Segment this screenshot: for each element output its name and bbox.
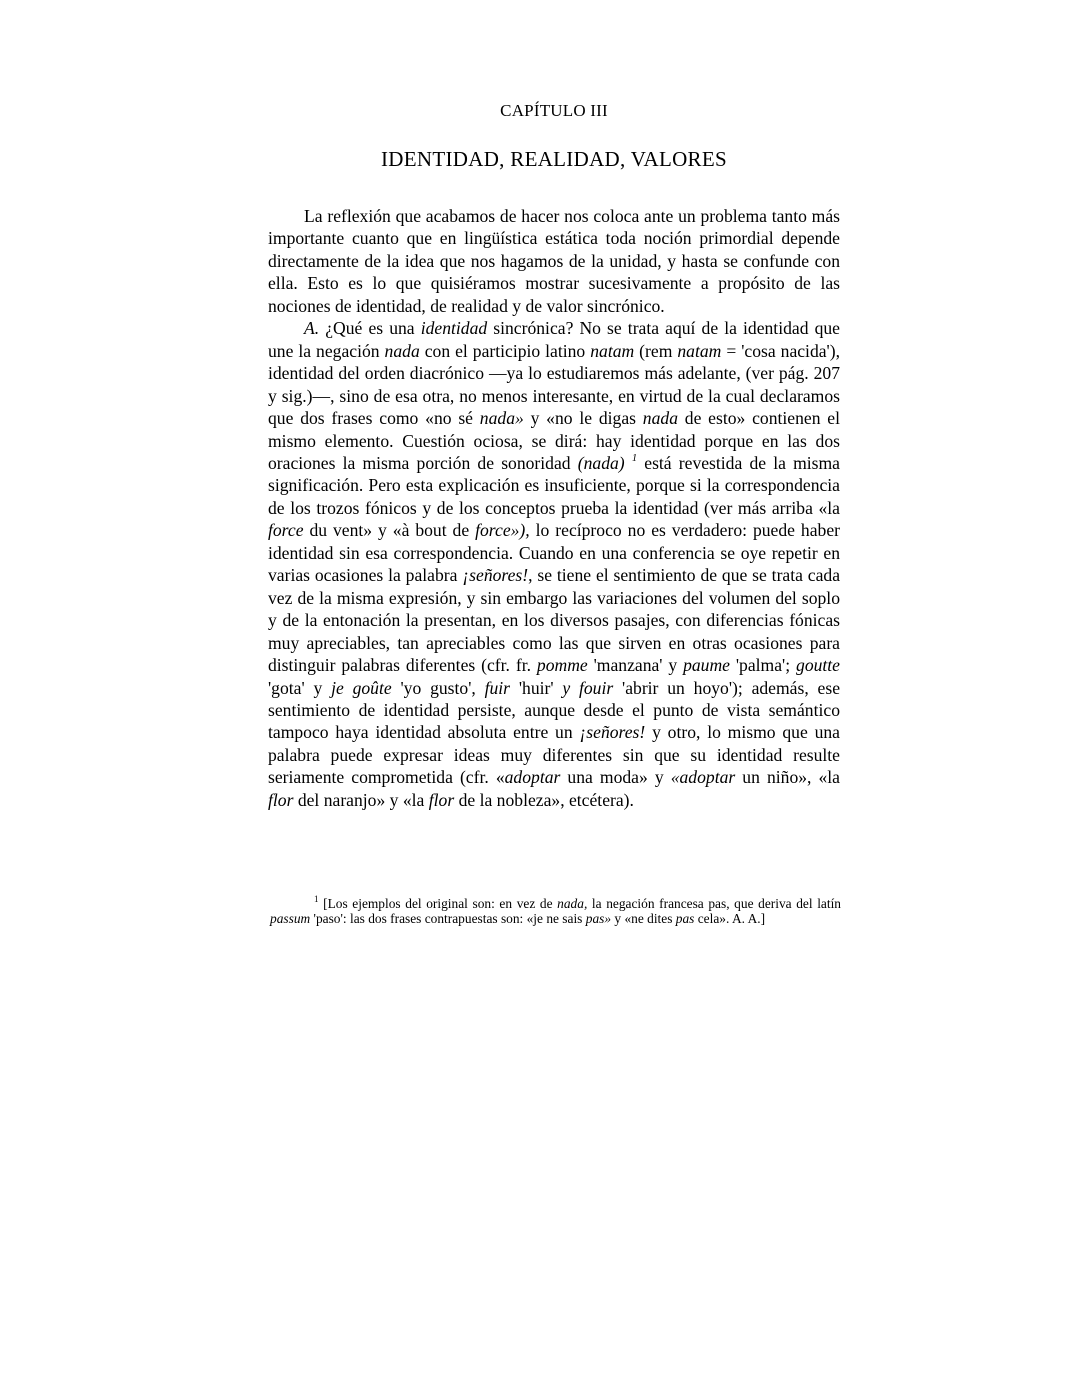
paragraph-intro: La reflexión que acabamos de hacer nos coloca ante un problema tanto más importante cuanto que en lingüística estática toda noción primordial depende directamente de la idea que nos hagamos de la unidad, y hasta se confunde con ella. Esto es lo que quisiéramos mostrar sucesivamente a propósito de las nociones de identidad, de realidad y de valor sincrónico. (268, 206, 840, 316)
section-letter: A. (304, 318, 320, 339)
footnote-marker[interactable]: 1 (631, 452, 638, 464)
chapter-number: CAPÍTULO III (500, 101, 608, 120)
footnote-text: $^1$ [Los ejemplos del original son: en vez de nada, la negación francesa pas, que deriva del latín passum 'paso': las dos frases contrapuestas son: «je ne sais pas» y «ne dites pas cela». A. A.] (270, 894, 841, 926)
paragraph-identidad: A. ¿Qué es una identidad sincrónica? No se trata aquí de la identidad que une la negación nada con el participio latino natam (rem natam = 'cosa nacida'), identidad del orden diacrónico —ya lo estudiaremos más adelante, (ver pág. 207 y sig.)—, sino de esa otra, no menos interesante, en virtud de la cual declaramos que dos frases como «no sé nada» y «no le digas nada de esto» contienen el mismo elemento. Cuestión ociosa, se dirá: hay identidad porque en las dos oraciones la misma porción de sonoridad (nada) $^1$ está revestida de la misma significación. Pero esta explicación es insuficiente, porque si la correspondencia de los trozos fónicos y de los conceptos prueba la identidad (ver más arriba «la force du vent» y «à bout de force»), lo recíproco no es verdadero: puede haber identidad sin esa correspondencia. Cuando en una conferencia se oye repetir en varias ocasiones la palabra ¡señores!, se tiene el sentimiento de que se trata cada vez de la misma expresión, y sin embargo las variaciones del volumen del soplo y de la entonación la presentan, en los diversos pasajes, con diferencias fónicas muy apreciables, tan apreciables como las que sirven en otras ocasiones para distinguir palabras diferentes (cfr. fr. pomme 'manzana' y paume 'palma'; goutte 'gota' y je goûte 'yo gusto', fuir 'huir' y fouir 'abrir un hoyo'); además, ese sentimiento de identidad persiste, aunque desde el punto de vista semántico tampoco haya identidad absoluta entre un ¡señores! y otro, lo mismo que una palabra puede expresar ideas muy diferentes sin que su identidad resulte seriamente comprometida (cfr. «adoptar una moda» y «adoptar un niño», «la flor del naranjo» y «la flor de la nobleza», etcétera). (268, 318, 841, 810)
footnote (270, 896, 841, 926)
main-text (268, 205, 840, 811)
footnote-number: 1 (314, 894, 319, 904)
chapter-title: IDENTIDAD, REALIDAD, VALORES (381, 147, 727, 171)
